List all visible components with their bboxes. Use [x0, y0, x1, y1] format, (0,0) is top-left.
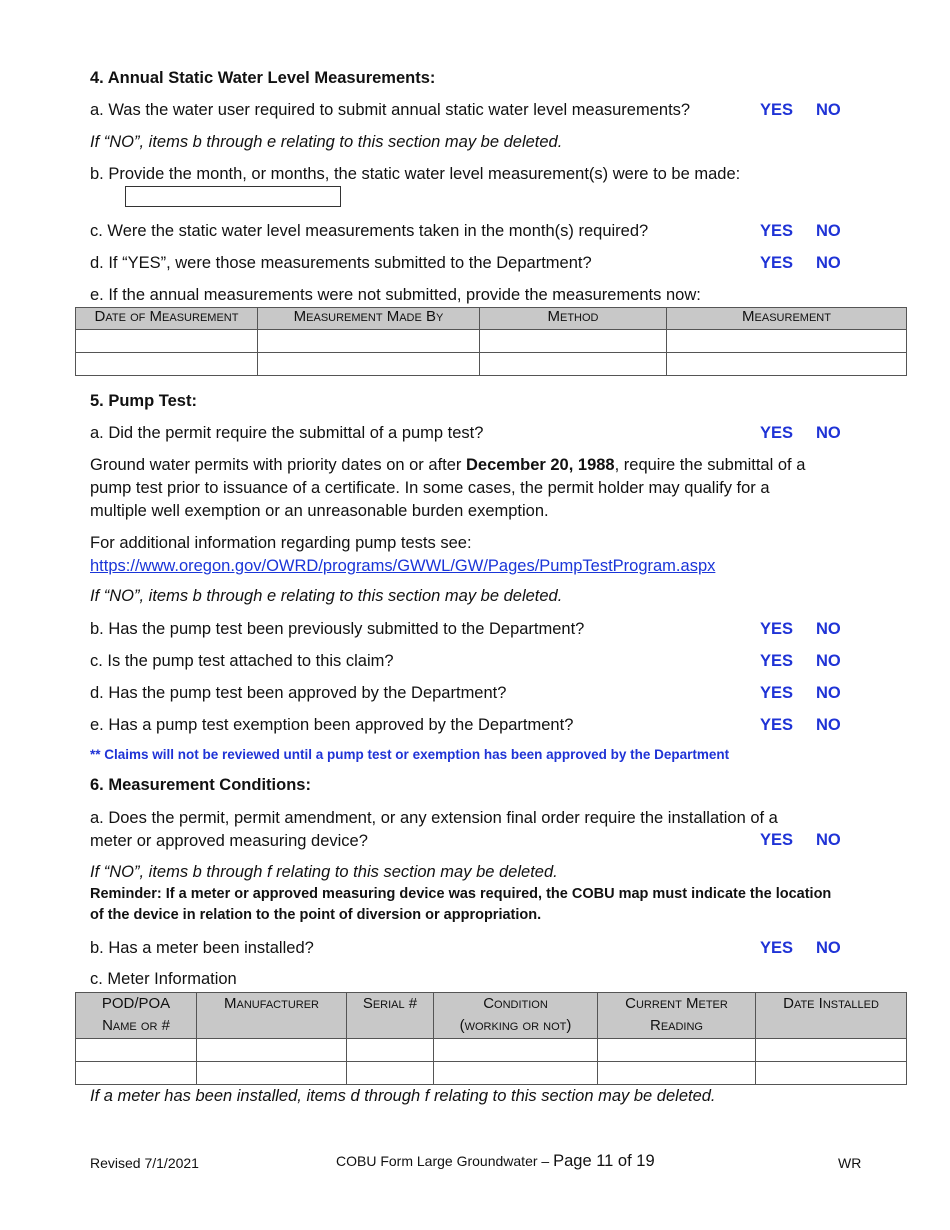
section-6-question-c: c. Meter Information — [90, 970, 237, 988]
section-5-heading: 5. Pump Test: — [90, 392, 197, 410]
table-cell[interactable] — [76, 1039, 197, 1062]
yes-option-5c[interactable]: YES — [760, 652, 794, 670]
no-option-4c[interactable]: NO — [816, 222, 841, 240]
section-4-question-b: b. Provide the month, or months, the static water level measurement(s) were to be made: — [90, 165, 741, 183]
section-4-heading: 4. Annual Static Water Level Measurements: — [90, 69, 436, 87]
table-row — [76, 1062, 907, 1085]
yes-option-4d[interactable]: YES — [760, 254, 794, 272]
table-cell[interactable] — [76, 330, 258, 353]
cobu-map-reminder — [90, 884, 831, 926]
footer-form-name: COBU Form Large Groundwater – — [336, 1153, 554, 1169]
meter-installed-delete-note: If a meter has been installed, items d through f relating to this section may be deleted. — [90, 1087, 716, 1105]
table-cell[interactable] — [258, 330, 480, 353]
table-cell[interactable] — [76, 1062, 197, 1085]
no-option-5d[interactable]: NO — [816, 684, 841, 702]
section-5-question-d: d. Has the pump test been approved by the Department? — [90, 684, 507, 702]
section-6-question-b: b. Has a meter been installed? — [90, 939, 314, 957]
section-4-delete-note: If “NO”, items b through e relating to this section may be deleted. — [90, 133, 563, 151]
pump-test-link-paragraph — [90, 532, 715, 578]
table-cell[interactable] — [598, 1062, 756, 1085]
reminder-line: Reminder: If a meter or approved measuring device was required, the COBU map must indicate the location — [90, 886, 832, 902]
yes-option-4c[interactable]: YES — [760, 222, 794, 240]
table-row — [76, 353, 907, 376]
pump-test-info-paragraph — [90, 454, 850, 523]
section-5-question-b: b. Has the pump test been previously submitted to the Department? — [90, 620, 585, 638]
section-4-question-c: c. Were the static water level measurements taken in the month(s) required? — [90, 222, 649, 240]
reminder-line: of the device in relation to the point of diversion or appropriation. — [90, 907, 542, 923]
section-5-question-e: e. Has a pump test exemption been approved by the Department? — [90, 716, 574, 734]
table-cell[interactable] — [347, 1062, 434, 1085]
section-6-heading: 6. Measurement Conditions: — [90, 776, 311, 794]
no-option-4a[interactable]: NO — [816, 101, 841, 119]
table-header: Serial # — [347, 993, 434, 1039]
yes-option-5b[interactable]: YES — [760, 620, 794, 638]
no-option-6a[interactable]: NO — [816, 831, 841, 849]
table-header: POD/POA Name or # — [76, 993, 197, 1039]
pump-test-program-link[interactable]: https://www.oregon.gov/OWRD/programs/GWWL/GW/Pages/PumpTestProgram.aspx — [90, 557, 716, 575]
table-header: Measurement Made By — [258, 308, 480, 330]
table-cell[interactable] — [756, 1039, 907, 1062]
table-cell[interactable] — [667, 353, 907, 376]
no-option-5a[interactable]: NO — [816, 424, 841, 442]
yes-option-6b[interactable]: YES — [760, 939, 794, 957]
section-5-question-a: a. Did the permit require the submittal of a pump test? — [90, 424, 484, 442]
table-row — [76, 330, 907, 353]
question-line: a. Does the permit, permit amendment, or any extension final order require the installation of a — [90, 809, 778, 827]
section-5-delete-note: If “NO”, items b through e relating to this section may be deleted. — [90, 587, 563, 605]
yes-option-5a[interactable]: YES — [760, 424, 794, 442]
no-option-4d[interactable]: NO — [816, 254, 841, 272]
table-header: Manufacturer — [197, 993, 347, 1039]
measurement-months-input[interactable] — [125, 186, 341, 207]
paragraph-text: , require the submittal of a — [614, 456, 806, 474]
table-header: Method — [480, 308, 667, 330]
yes-option-4a[interactable]: YES — [760, 101, 794, 119]
footer-revised-date: Revised 7/1/2021 — [90, 1155, 199, 1171]
priority-date: December 20, 1988 — [466, 456, 615, 474]
yes-option-5d[interactable]: YES — [760, 684, 794, 702]
yes-option-5e[interactable]: YES — [760, 716, 794, 734]
table-cell[interactable] — [197, 1062, 347, 1085]
table-cell[interactable] — [480, 330, 667, 353]
section-4-question-d: d. If “YES”, were those measurements submitted to the Department? — [90, 254, 592, 272]
table-header: Date Installed — [756, 993, 907, 1039]
question-line: meter or approved measuring device? — [90, 832, 368, 850]
paragraph-line: pump test prior to issuance of a certificate. In some cases, the permit holder may qualify for a — [90, 479, 770, 497]
table-cell[interactable] — [76, 353, 258, 376]
table-header: Date of Measurement — [76, 308, 258, 330]
meter-information-table — [75, 992, 907, 1085]
table-header: Condition (working or not) — [434, 993, 598, 1039]
table-cell[interactable] — [197, 1039, 347, 1062]
table-header: Current Meter Reading — [598, 993, 756, 1039]
table-cell[interactable] — [434, 1039, 598, 1062]
table-cell[interactable] — [756, 1062, 907, 1085]
paragraph-line: multiple well exemption or an unreasonable burden exemption. — [90, 502, 549, 520]
table-cell[interactable] — [347, 1039, 434, 1062]
paragraph-line: For additional information regarding pump tests see: — [90, 534, 472, 552]
no-option-6b[interactable]: NO — [816, 939, 841, 957]
section-6-delete-note: If “NO”, items b through f relating to this section may be deleted. — [90, 863, 558, 881]
footer-wr-code: WR — [838, 1155, 862, 1171]
table-cell[interactable] — [598, 1039, 756, 1062]
table-cell[interactable] — [667, 330, 907, 353]
table-cell[interactable] — [434, 1062, 598, 1085]
page-number: Page 11 of 19 — [553, 1152, 655, 1170]
footer-form-title — [336, 1152, 655, 1171]
measurements-table — [75, 307, 907, 376]
no-option-5e[interactable]: NO — [816, 716, 841, 734]
table-row — [76, 1039, 907, 1062]
table-cell[interactable] — [480, 353, 667, 376]
table-header: Measurement — [667, 308, 907, 330]
paragraph-text: Ground water permits with priority dates on or after — [90, 456, 466, 474]
pump-test-warning: ** Claims will not be reviewed until a pump test or exemption has been approved by the Department — [90, 747, 730, 762]
no-option-5b[interactable]: NO — [816, 620, 841, 638]
section-4-question-a: a. Was the water user required to submit annual static water level measurements? — [90, 101, 691, 119]
section-4-question-e: e. If the annual measurements were not submitted, provide the measurements now: — [90, 286, 701, 304]
table-cell[interactable] — [258, 353, 480, 376]
no-option-5c[interactable]: NO — [816, 652, 841, 670]
section-6-question-a — [90, 807, 778, 853]
section-5-question-c: c. Is the pump test attached to this claim? — [90, 652, 394, 670]
yes-option-6a[interactable]: YES — [760, 831, 794, 849]
